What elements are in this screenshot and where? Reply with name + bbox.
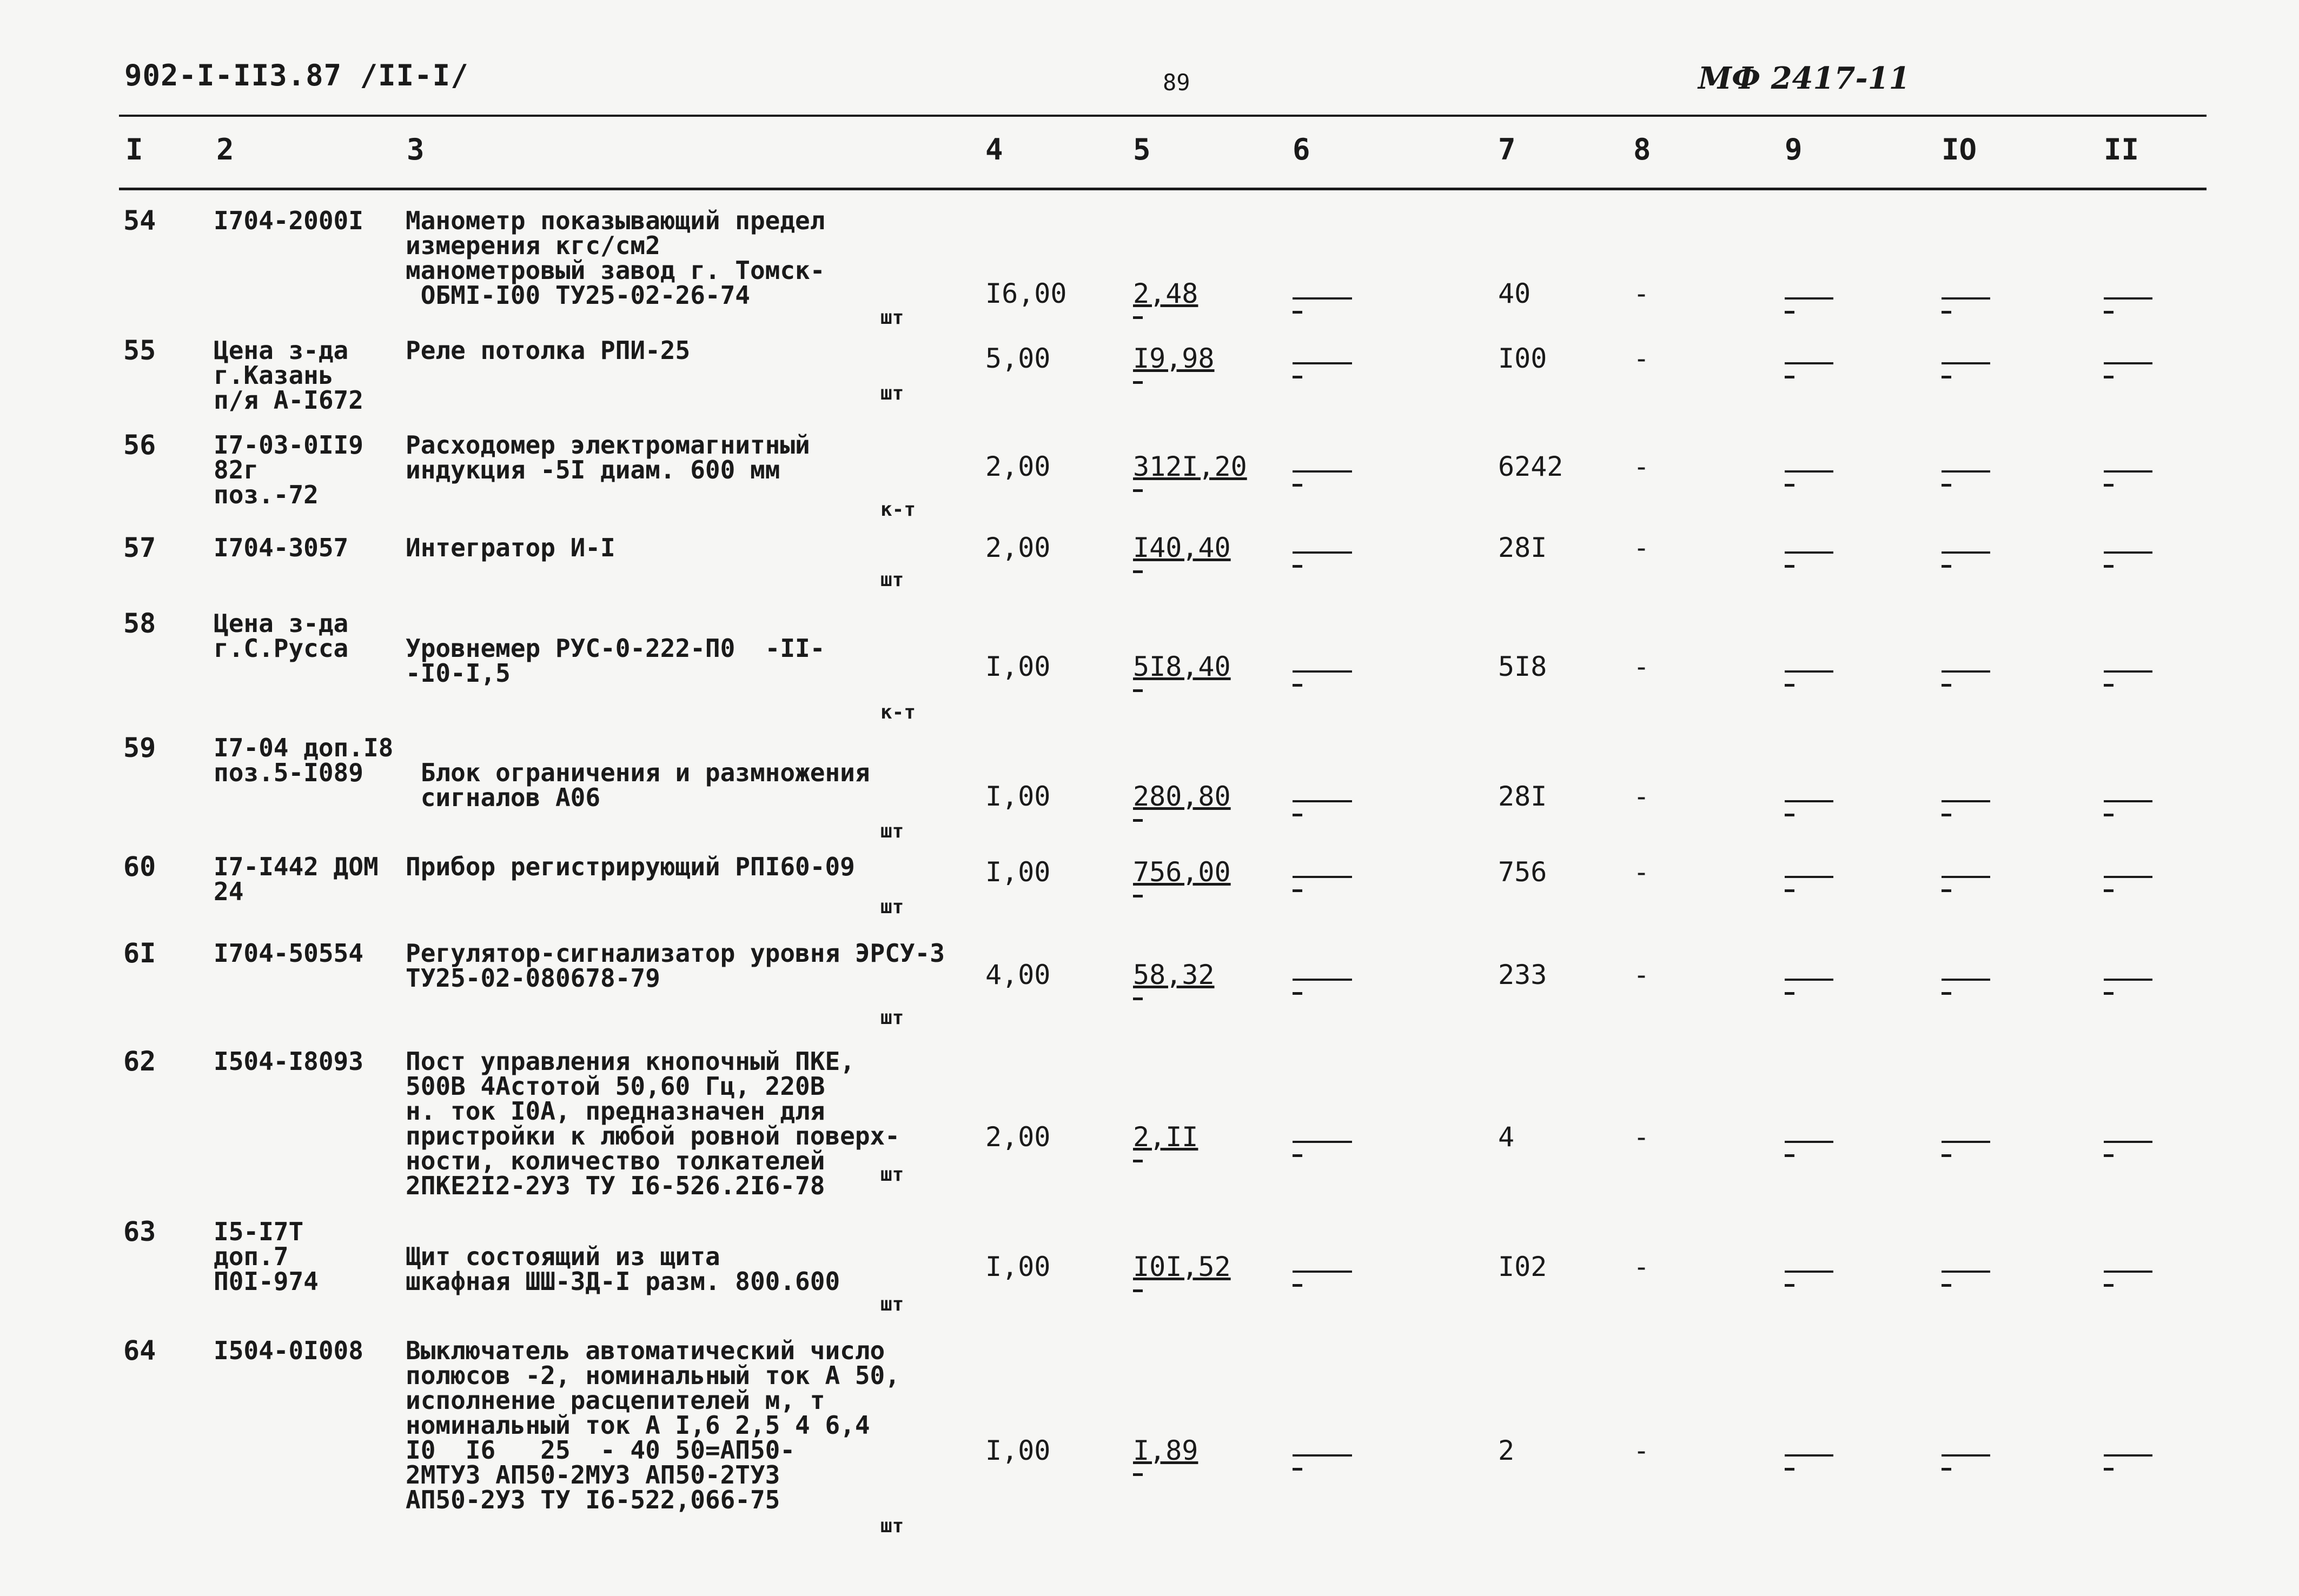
column-7-value: 5I8 [1498,651,1547,682]
dash-mark [1942,1154,1951,1157]
dash-mark [1133,316,1143,319]
dash-mark [1942,362,1990,364]
item-description: Прибор регистрирующий РПI60-09 [406,852,855,881]
dash-mark [1785,800,1833,802]
dash-mark [1942,670,1990,673]
dash-mark [1133,998,1143,1000]
dash-mark [1785,376,1794,378]
dash-mark [1942,992,1951,995]
dash-mark [2104,992,2114,995]
dash-mark [1785,1154,1794,1157]
dash-mark [1293,311,1302,314]
quantity: I,00 [985,781,1051,812]
row-number: 54 [123,205,156,236]
column-8-value: - [1633,1121,1650,1153]
column-7-value: 6242 [1498,451,1563,482]
unit-price: 5I8,40 [1133,651,1231,682]
dash-mark [1785,876,1833,878]
column-8-value: - [1633,451,1650,482]
item-description: Манометр показывающий предел измерения кгс/см2 манометровый завод г. Томск- ОБМI-I00 ТУ25-02-26-74 [406,206,825,310]
quantity: 2,00 [985,1121,1051,1153]
column-8-value: - [1633,532,1650,563]
quantity: I,00 [985,856,1051,888]
col-head-6: 6 [1293,132,1310,167]
column-7-value: 756 [1498,856,1547,888]
dash-mark [1942,551,1990,554]
row-number: 64 [123,1335,156,1366]
col-head-4: 4 [985,132,1003,167]
column-7-value: 233 [1498,959,1547,990]
dash-mark [1293,670,1352,673]
price-code: I704-2000I [214,206,363,235]
dash-mark [1293,1271,1352,1273]
column-8-value: - [1633,278,1650,309]
price-code: I504-I8093 [214,1047,363,1076]
col-head-8: 8 [1633,132,1651,167]
dash-mark [2104,670,2152,673]
unit-price: 312I,20 [1133,451,1247,482]
quantity: 5,00 [985,343,1051,374]
dash-mark [1133,1289,1143,1292]
dash-mark [1785,565,1794,568]
dash-mark [1133,1160,1143,1162]
row-number: 56 [123,429,156,461]
dash-mark [1293,470,1352,473]
col-head-5: 5 [1133,132,1151,167]
column-7-value: 4 [1498,1121,1515,1153]
header-rule-top [119,115,2207,117]
row-number: 59 [123,732,156,763]
unit-price: I9,98 [1133,343,1215,374]
item-description: Реле потолка РПИ-25 [406,336,691,365]
quantity: 2,00 [985,451,1051,482]
dash-mark [1942,684,1951,687]
price-code: I704-50554 [214,939,363,968]
dash-mark [2104,814,2114,816]
item-description: Регулятор-сигнализатор уровня ЭРСУ-3 ТУ25-02-080678-79 [406,939,945,993]
dash-mark [1942,1468,1951,1471]
unit: шт [880,1163,904,1186]
unit: к-т [880,498,916,521]
dash-mark [2104,1284,2114,1287]
row-number: 58 [123,608,156,639]
dash-mark [2104,470,2152,473]
price-code: I7-I442 ДОМ 24 [214,852,379,906]
unit-price: I0I,52 [1133,1251,1231,1282]
column-8-value: - [1633,343,1650,374]
dash-mark [1785,992,1794,995]
dash-mark [1942,1284,1951,1287]
unit: шт [880,382,904,404]
column-8-value: - [1633,1435,1650,1466]
item-description: Расходомер электромагнитный индукция -5I диам. 600 мм [406,430,810,484]
item-description: Интегратор И-I [406,533,615,562]
dash-mark [1785,1468,1794,1471]
dash-mark [1942,1271,1990,1273]
dash-mark [1942,311,1951,314]
unit: к-т [880,701,916,723]
quantity: I6,00 [985,278,1067,309]
row-number: 6I [123,937,156,969]
quantity: 2,00 [985,532,1051,563]
item-description: Уровнемер РУС-0-222-П0 -II- -I0-I,5 [406,634,825,688]
dash-mark [1785,979,1833,981]
dash-mark [1942,297,1990,300]
item-description: Щит состоящий из щита шкафная ШШ-3Д-I разм. 800.600 [406,1242,840,1296]
dash-mark [1293,889,1302,892]
dash-mark [1785,1141,1833,1143]
item-description: Выключатель автоматический число полюсов -2, номинальный ток А 50, исполнение расцепителей м, т номинальный ток А I,6 2,5 4 6,4 I0 I6 25 - 40 50=АП50- 2МТУ3 АП50-2МУ3 АП50-2ТУ3 АП50-2У3 ТУ I6-522,066-75 [406,1336,900,1514]
column-7-value: 40 [1498,278,1531,309]
unit-price: 2,48 [1133,278,1198,309]
column-7-value: I02 [1498,1251,1547,1282]
col-head-11: II [2104,132,2139,167]
quantity: I,00 [985,1251,1051,1282]
dash-mark [2104,1154,2114,1157]
row-number: 63 [123,1216,156,1247]
dash-mark [1942,814,1951,816]
dash-mark [2104,311,2114,314]
dash-mark [1785,889,1794,892]
col-head-9: 9 [1785,132,1803,167]
unit: шт [880,896,904,918]
dash-mark [2104,800,2152,802]
row-number: 62 [123,1046,156,1077]
dash-mark [2104,979,2152,981]
dash-mark [1785,814,1794,816]
price-code: Цена з-да г.Казань п/я А-I672 [214,336,363,415]
dash-mark [1133,381,1143,384]
unit: шт [880,1293,904,1315]
col-head-10: IO [1942,132,1977,167]
dash-mark [1942,800,1990,802]
unit: шт [880,1515,904,1537]
col-head-7: 7 [1498,132,1516,167]
col-head-3: 3 [407,132,425,167]
dash-mark [1785,311,1794,314]
unit: шт [880,1007,904,1029]
dash-mark [1293,565,1302,568]
dash-mark [2104,376,2114,378]
quantity: I,00 [985,651,1051,682]
unit-price: I,89 [1133,1435,1198,1466]
dash-mark [1293,1284,1302,1287]
header-rule-bottom [119,188,2207,190]
row-number: 60 [123,851,156,882]
row-number: 57 [123,532,156,563]
dash-mark [1942,876,1990,878]
dash-mark [2104,876,2152,878]
item-description: Блок ограничения и размножения сигналов А06 [420,758,870,812]
unit-price: 280,80 [1133,781,1231,812]
price-code: I504-0I008 [214,1336,363,1365]
price-code: I704-3057 [214,533,349,562]
column-8-value: - [1633,781,1650,812]
dash-mark [1785,551,1833,554]
dash-mark [2104,565,2114,568]
price-code: I5-I7Т доп.7 П0I-974 [214,1217,319,1296]
dash-mark [1785,297,1833,300]
dash-mark [1293,814,1302,816]
unit-price: 756,00 [1133,856,1231,888]
unit-price: 2,II [1133,1121,1198,1153]
dash-mark [2104,551,2152,554]
unit: шт [880,569,904,591]
column-7-value: 28I [1498,781,1547,812]
dash-mark [1293,1141,1352,1143]
price-code: Цена з-да г.С.Русса [214,609,349,663]
quantity: 4,00 [985,959,1051,990]
unit-price: 58,32 [1133,959,1215,990]
price-code: I7-03-0II9 82г поз.-72 [214,430,363,509]
column-8-value: - [1633,959,1650,990]
unit-price: I40,40 [1133,532,1231,563]
dash-mark [1942,889,1951,892]
dash-mark [1785,362,1833,364]
dash-mark [1293,1468,1302,1471]
doc-code: 902-I-II3.87 /II-I/ [124,58,469,92]
column-8-value: - [1633,651,1650,682]
price-code: I7-04 доп.I8 поз.5-I089 [214,733,394,787]
quantity: I,00 [985,1435,1051,1466]
dash-mark [1785,470,1833,473]
dash-mark [1293,551,1352,554]
dash-mark [1942,484,1951,487]
dash-mark [1293,297,1352,300]
unit: шт [880,307,904,329]
dash-mark [1133,819,1143,822]
column-8-value: - [1633,856,1650,888]
dash-mark [2104,889,2114,892]
dash-mark [1293,800,1352,802]
dash-mark [1942,979,1990,981]
dash-mark [1785,1271,1833,1273]
dash-mark [1942,1141,1990,1143]
dash-mark [2104,1468,2114,1471]
dash-mark [1293,362,1352,364]
dash-mark [1942,565,1951,568]
dash-mark [1133,570,1143,573]
dash-mark [2104,297,2152,300]
dash-mark [1293,684,1302,687]
dash-mark [2104,684,2114,687]
column-7-value: I00 [1498,343,1547,374]
dash-mark [1942,376,1951,378]
dash-mark [1293,376,1302,378]
dash-mark [1293,484,1302,487]
dash-mark [1942,1454,1990,1457]
dash-mark [1133,895,1143,897]
archive-mark: МФ 2417-11 [1698,61,1910,96]
dash-mark [1293,1154,1302,1157]
dash-mark [2104,1271,2152,1273]
dash-mark [1785,1454,1833,1457]
column-7-value: 2 [1498,1435,1515,1466]
dash-mark [1293,876,1352,878]
dash-mark [1293,979,1352,981]
dash-mark [1293,1454,1352,1457]
unit: шт [880,820,904,842]
dash-mark [2104,1454,2152,1457]
dash-mark [1133,689,1143,692]
dash-mark [2104,362,2152,364]
dash-mark [1293,992,1302,995]
dash-mark [1133,489,1143,492]
dash-mark [1785,484,1794,487]
item-description: Пост управления кнопочный ПКЕ, 500В 4Астотой 50,60 Гц, 220В н. ток I0А, предназначен для пристройки к любой ровной поверх- ности, количество толкателей 2ПКЕ2I2-2У3 ТУ I6-526.2I6-78 [406,1047,900,1200]
dash-mark [2104,484,2114,487]
dash-mark [2104,1141,2152,1143]
dash-mark [1785,670,1833,673]
dash-mark [1785,1284,1794,1287]
dash-mark [1942,470,1990,473]
column-8-value: - [1633,1251,1650,1282]
column-7-value: 28I [1498,532,1547,563]
row-number: 55 [123,335,156,366]
col-head-2: 2 [216,132,234,167]
col-head-1: I [125,132,143,167]
dash-mark [1785,684,1794,687]
page-number: 89 [1163,69,1190,96]
dash-mark [1133,1473,1143,1476]
